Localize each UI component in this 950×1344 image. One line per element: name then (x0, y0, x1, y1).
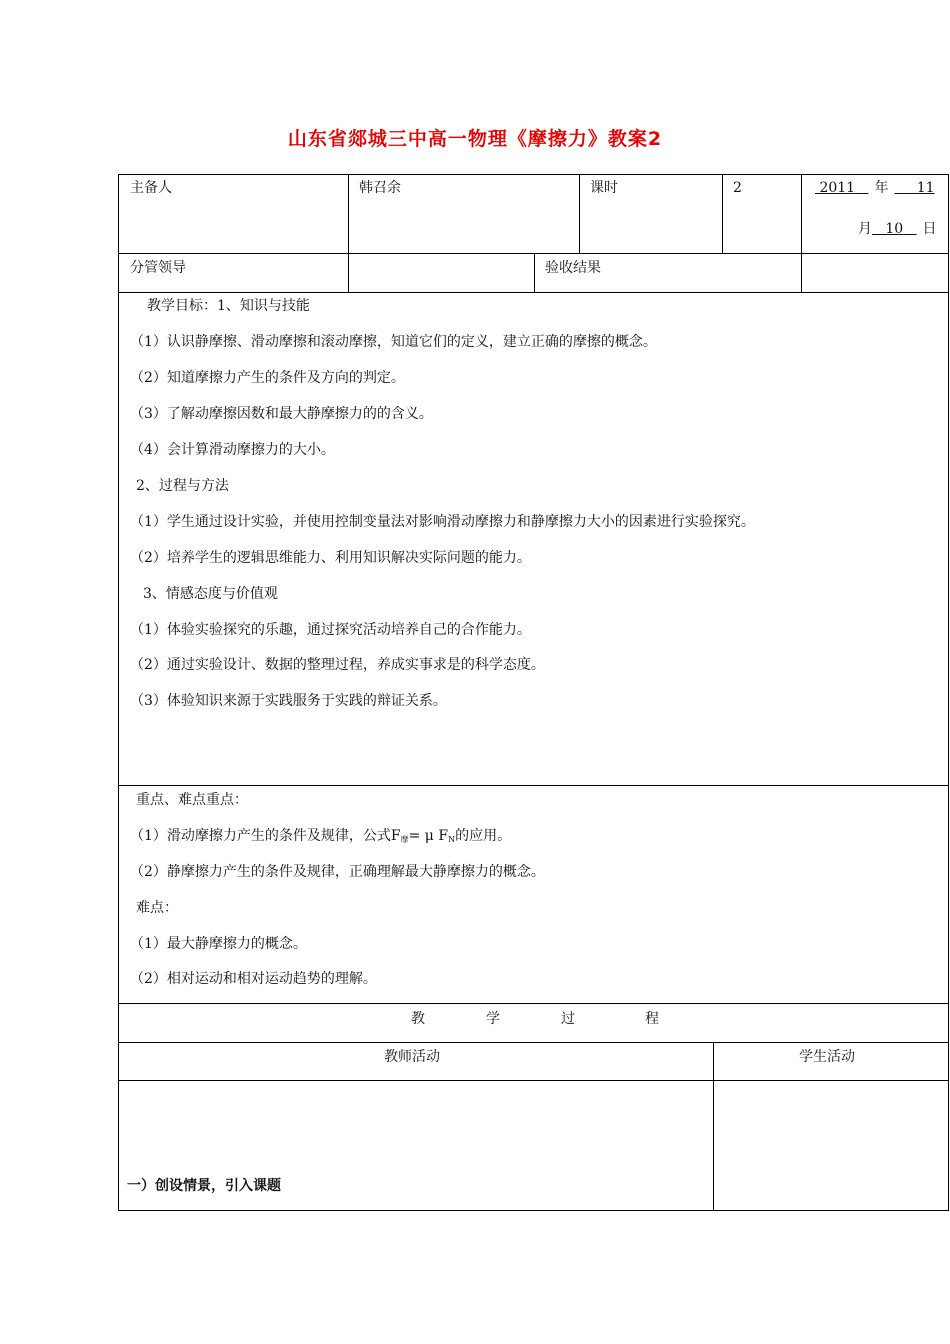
keypoint-item-1 (130, 827, 511, 849)
period-value: 2 (733, 180, 742, 196)
process-heading: 2、过程与方法 (136, 478, 229, 494)
formula-subscript-normal: N (448, 835, 456, 844)
table-border-bottom (118, 1210, 949, 1211)
attitude-item-2: （2）通过实验设计、数据的整理过程，养成实事求是的科学态度。 (130, 657, 545, 673)
difficulty-heading: 难点： (136, 900, 178, 916)
process-title-char-4: 程 (645, 1011, 659, 1027)
process-title-char-2: 学 (486, 1011, 500, 1027)
row-divider-process-title (118, 1042, 949, 1043)
process-title-char-3: 过 (561, 1011, 575, 1027)
leader-label: 分管领导 (130, 260, 186, 276)
col-divider-activities (713, 1042, 714, 1211)
row-divider-columns (118, 1080, 949, 1081)
difficulty-item-2: （2）相对运动和相对运动趋势的理解。 (130, 971, 377, 987)
formula-text-after: 的应用。 (455, 828, 512, 844)
date-day-unit: 日 (922, 221, 937, 237)
period-label: 课时 (590, 180, 618, 196)
knowledge-item-2: （2）知道摩擦力产生的条件及方向的判定。 (130, 370, 405, 386)
row-divider-objectives (118, 785, 949, 786)
col-divider-2 (579, 174, 580, 254)
attitude-heading: 3、情感态度与价值观 (143, 586, 278, 602)
knowledge-item-4: （4）会计算滑动摩擦力的大小。 (130, 442, 335, 458)
table-border-right (948, 174, 949, 1211)
attitude-item-1: （1）体验实验探究的乐趣，通过探究活动培养自己的合作能力。 (130, 622, 531, 638)
document-title: 山东省郯城三中高一物理《摩擦力》教案2 (287, 128, 663, 150)
formula-text-mid: = μ F (408, 828, 449, 844)
date-year-line (815, 179, 935, 197)
date-year: 2011 (819, 180, 856, 196)
date-year-unit: 年 (874, 180, 889, 196)
knowledge-item-1: （1）认识静摩擦、滑动摩擦和滚动摩擦，知道它们的定义，建立正确的摩擦的概念。 (130, 334, 657, 350)
preparer-name: 韩召余 (359, 180, 401, 196)
date-day: 10 (885, 221, 904, 237)
col-divider-4 (801, 174, 802, 293)
keypoint-item-2: （2）静摩擦力产生的条件及规律，正确理解最大静摩擦力的概念。 (130, 864, 545, 880)
process-item-1: （1）学生通过设计实验，并使用控制变量法对影响滑动摩擦力和静摩擦力大小的因素进行实验探究。 (130, 514, 755, 530)
col-divider-3 (722, 174, 723, 254)
attitude-item-3: （3）体验知识来源于实践服务于实践的辩证关系。 (130, 693, 447, 709)
result-label: 验收结果 (545, 260, 601, 276)
teacher-activity-header: 教师活动 (384, 1049, 440, 1065)
process-item-2: （2）培养学生的逻辑思维能力、利用知识解决实际问题的能力。 (130, 550, 531, 566)
date-month-unit: 月 (858, 221, 872, 237)
date-day-line (858, 220, 937, 238)
preparer-label: 主备人 (130, 180, 172, 196)
knowledge-item-3: （3）了解动摩擦因数和最大静摩擦力的的含义。 (130, 406, 433, 422)
table-border-top (118, 174, 949, 175)
student-activity-header: 学生活动 (799, 1049, 855, 1065)
first-step-heading: 一）创设情景，引入课题 (127, 1178, 281, 1194)
objectives-heading: 教学目标：1、知识与技能 (147, 298, 310, 314)
process-title-char-1: 教 (411, 1011, 425, 1027)
date-month: 11 (916, 180, 935, 196)
formula-subscript-friction: 摩 (400, 835, 409, 844)
keypoints-heading: 重点、难点重点： (136, 792, 248, 808)
col-divider-result (534, 253, 535, 293)
formula-text-before: （1）滑动摩擦力产生的条件及规律，公式F (130, 828, 401, 844)
row-divider-keypoints (118, 1003, 949, 1004)
difficulty-item-1: （1）最大静摩擦力的概念。 (130, 936, 307, 952)
col-divider-1 (348, 174, 349, 293)
table-border-left (118, 174, 119, 1211)
